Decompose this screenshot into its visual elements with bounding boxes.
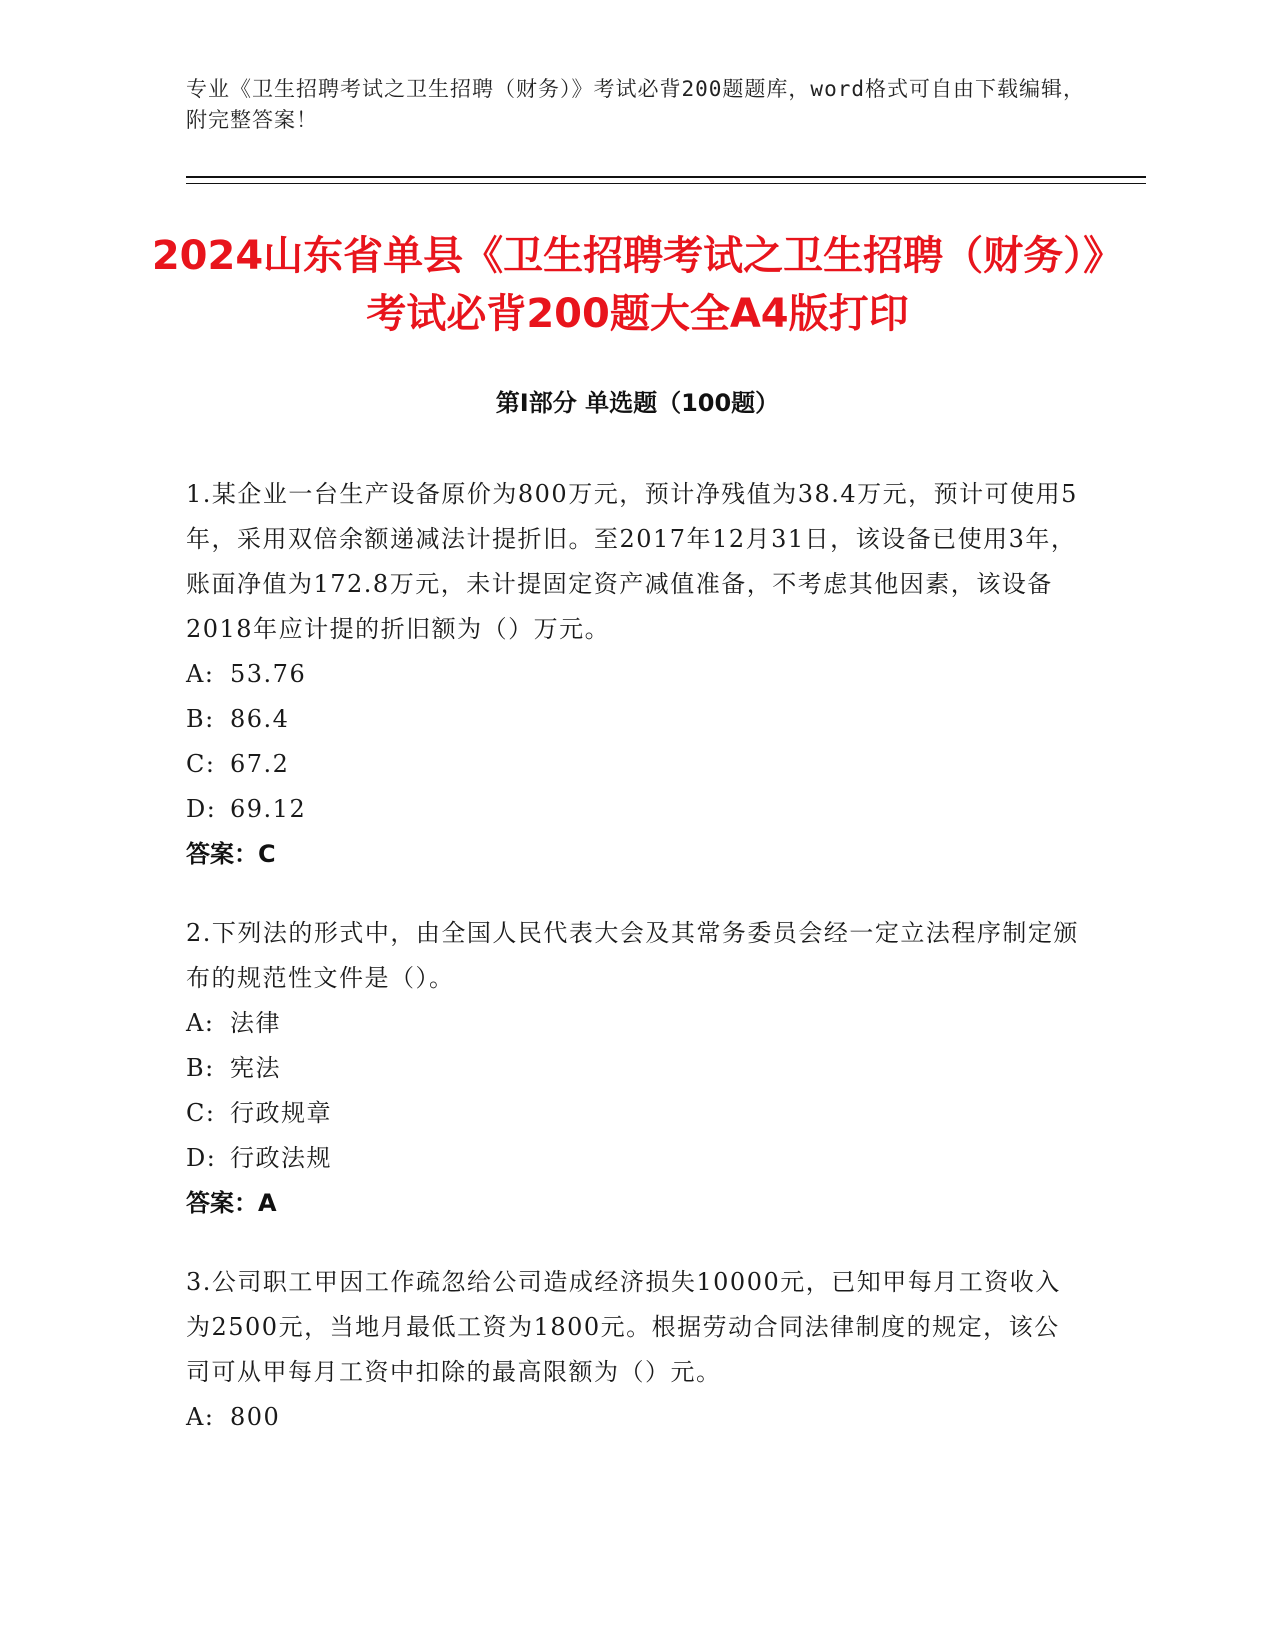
option-text: 宪法 [230,1054,281,1082]
option-key: D: [186,795,217,823]
option-key: B: [186,1054,215,1082]
question-list [186,472,1081,1474]
option-d [186,787,1081,832]
option-key: B: [186,705,215,733]
answer-line: 答案：A [186,1189,277,1217]
option-a [186,1001,1081,1046]
option-text: 86.4 [230,705,290,733]
question-stem: 2.下列法的形式中，由全国人民代表大会及其常务委员会经一定立法程序制定颁布的规范性文件是（）。 [186,919,1079,992]
option-key: A: [186,1403,215,1431]
section-title: 第I部分 单选题（100题） [495,389,780,417]
question-stem: 1.某企业一台生产设备原价为800万元，预计净残值为38.4万元，预计可使用5年，采用双倍余额递减法计提折旧。至2017年12月31日，该设备已使用3年，账面净值为172.8万元，未计提固定资产减值准备，不考虑其他因素，该设备2018年应计提的折旧额为（）万元。 [186,480,1078,643]
header-rule-thick [186,176,1146,178]
header-note: 专业《卫生招聘考试之卫生招聘（财务）》考试必背200题题库，word格式可自由下载编辑，附完整答案！ [186,77,1085,132]
question-stem: 3.公司职工甲因工作疏忽给公司造成经济损失10000元，已知甲每月工资收入为2500元，当地月最低工资为1800元。根据劳动合同法律制度的规定，该公司可从甲每月工资中扣除的最高限额为（）元。 [186,1268,1061,1386]
option-text: 67.2 [230,750,290,778]
option-text: 69.12 [230,795,307,823]
option-key: A: [186,1009,215,1037]
option-a [186,1395,1081,1440]
question-1 [186,472,1081,877]
question-3 [186,1260,1081,1440]
option-b [186,697,1081,742]
header-rule-thin [186,183,1146,184]
option-text: 800 [230,1403,281,1431]
option-key: A: [186,660,215,688]
question-2 [186,911,1081,1226]
document-title: 2024山东省单县《卫生招聘考试之卫生招聘（财务）》考试必背200题大全A4版打印 [151,233,1124,337]
option-text: 行政法规 [230,1144,332,1172]
option-key: C: [186,1099,216,1127]
option-text: 53.76 [230,660,307,688]
option-a [186,652,1081,697]
option-key: C: [186,750,216,778]
option-d [186,1136,1081,1181]
option-key: D: [186,1144,217,1172]
option-c [186,1091,1081,1136]
option-b [186,1046,1081,1091]
answer-line: 答案：C [186,840,276,868]
option-text: 行政规章 [230,1099,332,1127]
option-text: 法律 [230,1009,281,1037]
option-c [186,742,1081,787]
